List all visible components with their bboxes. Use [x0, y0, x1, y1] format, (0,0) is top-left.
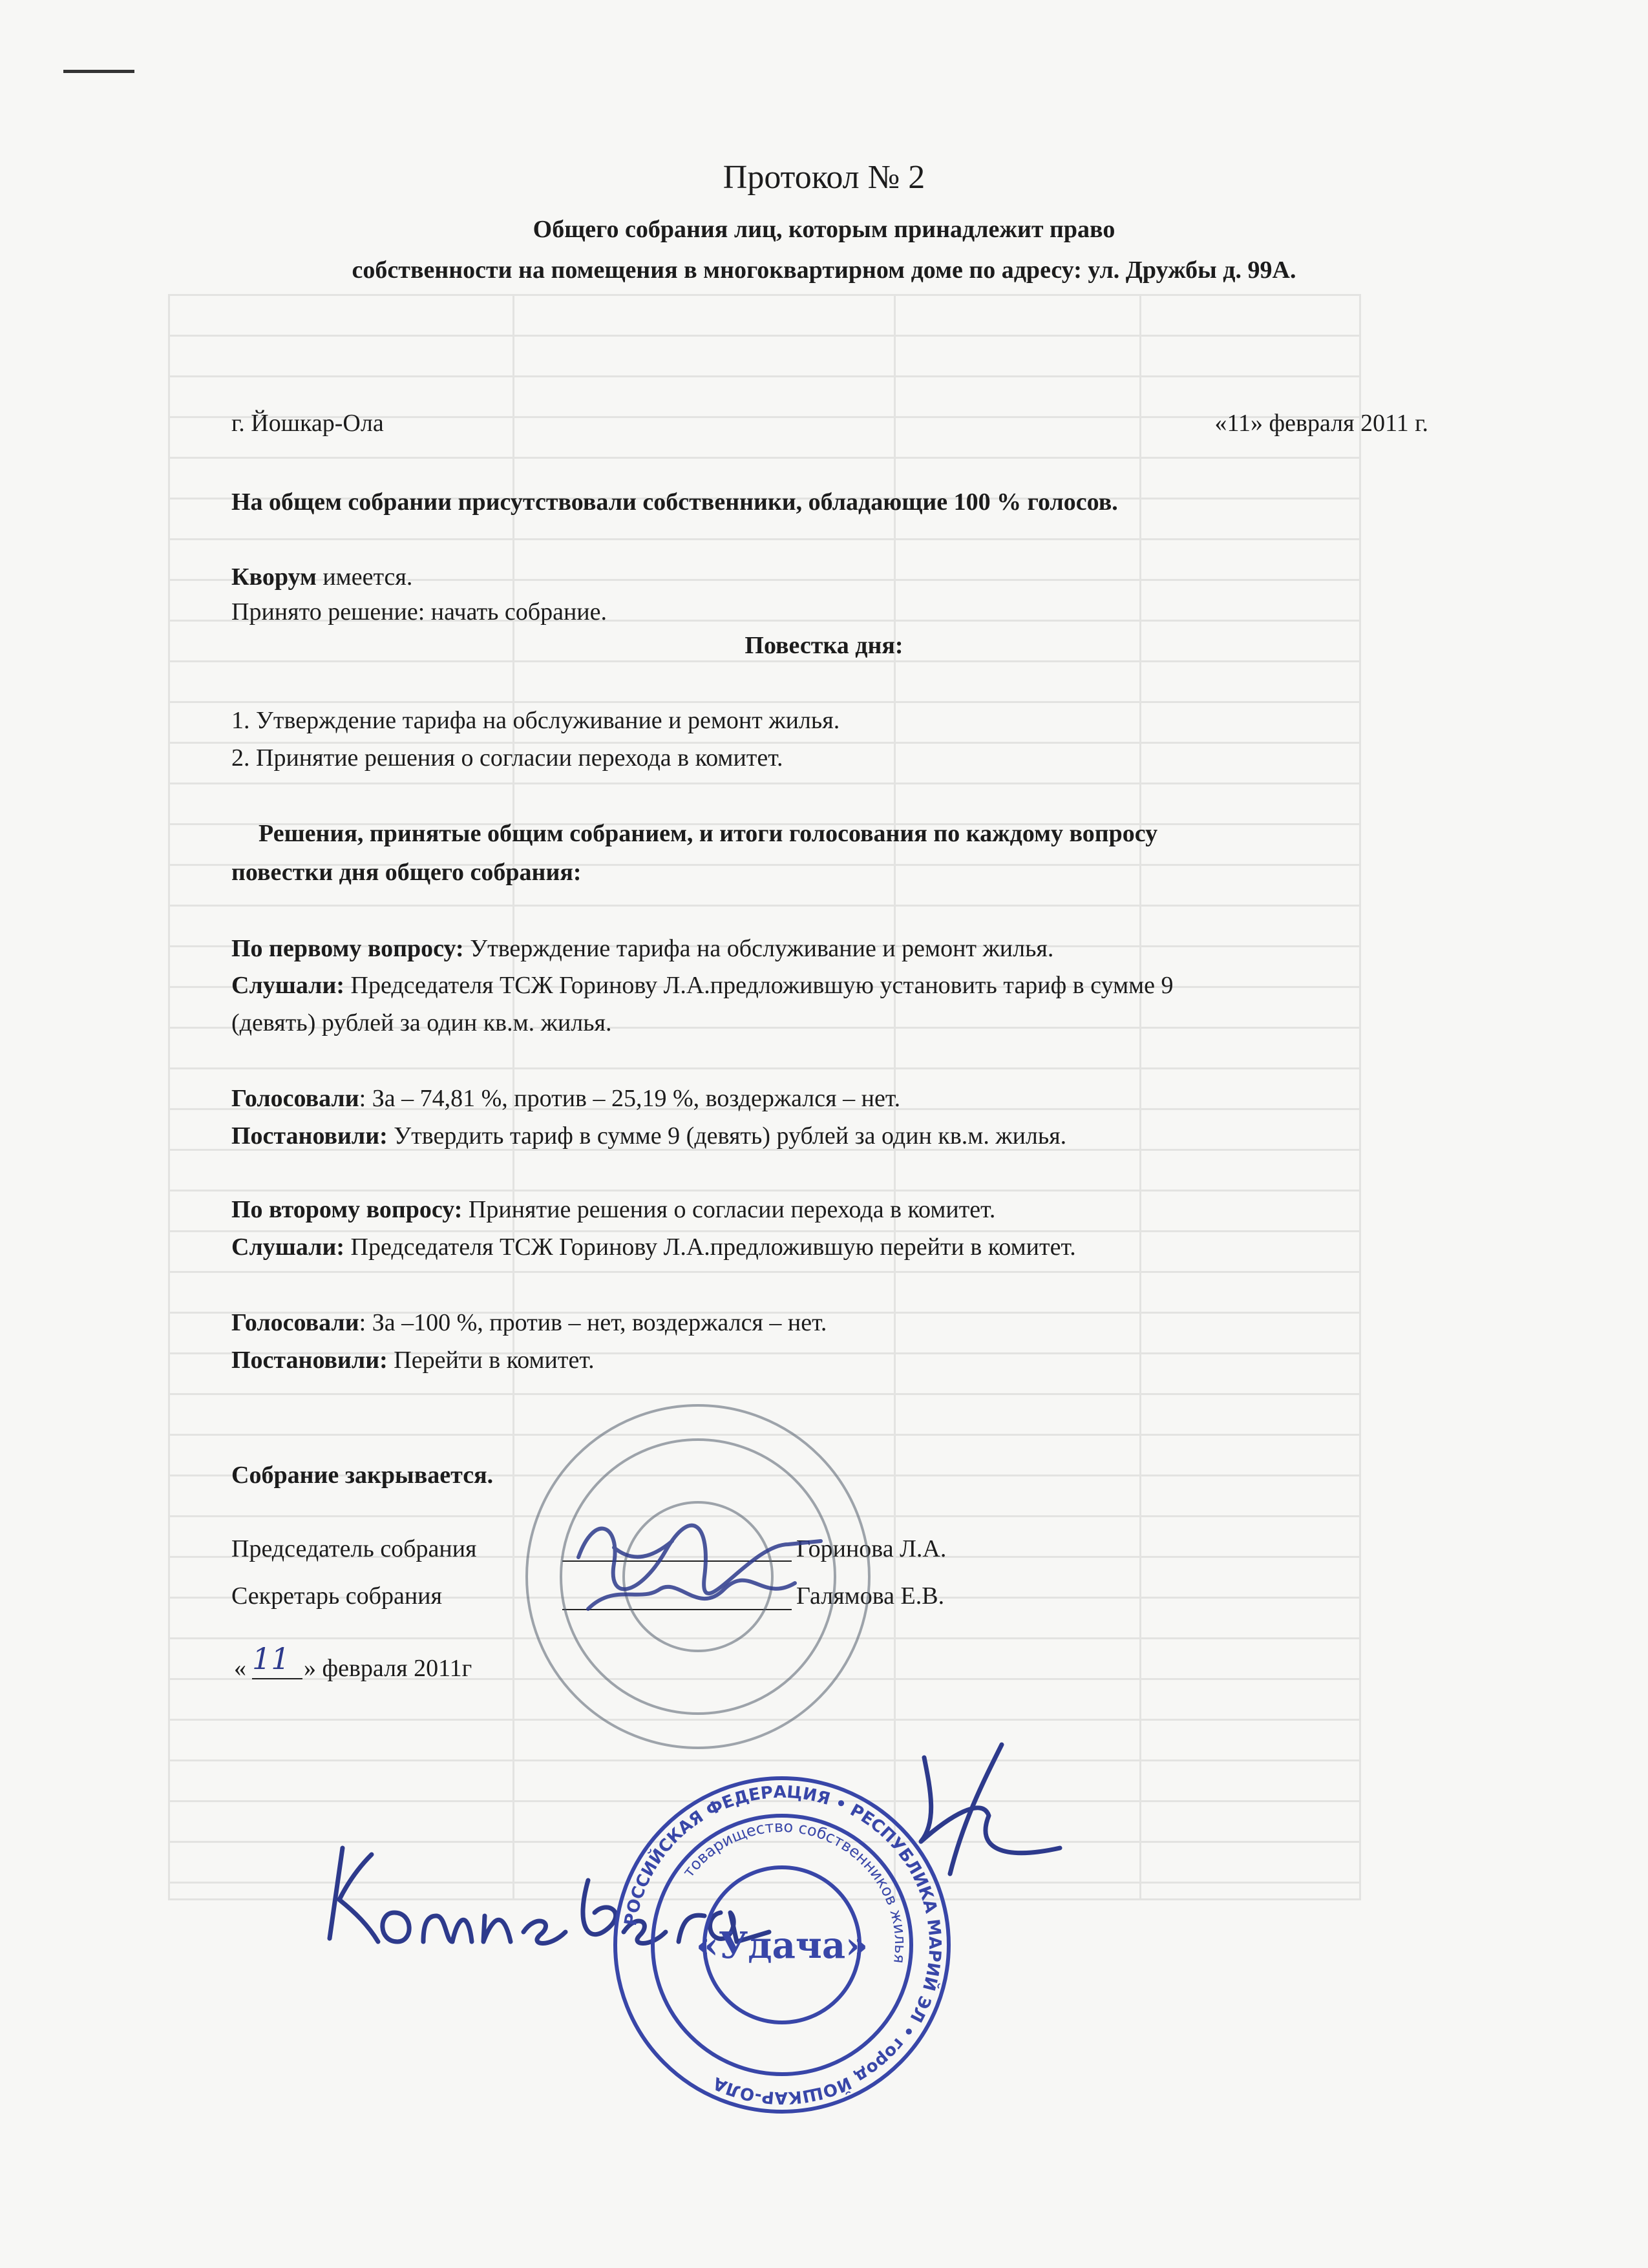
q1-resolved-label: Постановили:	[231, 1122, 388, 1150]
agenda-title: Повестка дня:	[745, 632, 903, 659]
q1-text: Утверждение тарифа на обслуживание и ремонт жилья.	[463, 935, 1054, 962]
place: г. Йошкар-Ола	[231, 410, 384, 437]
q2-resolved-label: Постановили:	[231, 1347, 388, 1374]
closing-statement: Собрание закрывается.	[231, 1462, 494, 1489]
quorum-label: Кворум	[231, 563, 317, 591]
q1-resolved	[231, 1120, 1066, 1152]
q1-resolved-text: Утвердить тариф в сумме 9 (девять) рублей за один кв.м. жилья.	[387, 1122, 1067, 1150]
decisions-heading-2: повестки дня общего собрания:	[231, 859, 582, 886]
q1-label: По первому вопросу:	[231, 935, 464, 962]
q2-voted-label: Голосовали	[231, 1309, 359, 1336]
document-title: Протокол № 2	[723, 159, 925, 196]
attendance-statement: На общем собрании присутствовали собственники, обладающие 100 % голосов.	[231, 488, 1118, 516]
q2-voted-text: : За –100 %, против – нет, воздержался – нет.	[359, 1309, 827, 1336]
q2-label: По второму вопросу:	[231, 1196, 463, 1223]
chair-name: Горинова Л.А.	[796, 1535, 947, 1562]
decisions-heading-1: Решения, принятые общим собранием, и итоги голосования по каждому вопросу	[259, 820, 1158, 847]
subtitle-line-1: Общего собрания лиц, которым принадлежит право	[533, 216, 1115, 243]
q2-text: Принятие решения о согласии перехода в комитет.	[462, 1196, 996, 1223]
q1-heard-continued: (девять) рублей за один кв.м. жилья.	[231, 1009, 612, 1036]
sign-date-close: » февраля 2011г	[304, 1655, 472, 1682]
subtitle-line-2: собственности на помещения в многоквартирном доме по адресу: ул. Дружбы д. 99А.	[352, 257, 1296, 284]
quorum-text: имеется.	[316, 563, 413, 591]
document-date: «11» февраля 2011 г.	[1214, 410, 1428, 437]
q1-heard-text: Председателя ТСЖ Горинову Л.А.предложившую установить тариф в сумме 9	[344, 972, 1174, 999]
q1-voted-text: : За – 74,81 %, против – 25,19 %, воздержался – нет.	[359, 1085, 901, 1112]
q2-statement	[231, 1193, 995, 1226]
upper-stamp-seal	[517, 1396, 879, 1758]
agenda-item-2: 2. Принятие решения о согласии перехода в комитет.	[231, 744, 783, 772]
sign-date-day: 11	[252, 1641, 290, 1676]
chair-signature-scribble	[578, 1526, 821, 1593]
q1-voted	[231, 1082, 900, 1115]
round-stamp-seal	[607, 1770, 956, 2119]
q2-voted	[231, 1307, 827, 1339]
secretary-name: Галямова Е.В.	[796, 1582, 945, 1610]
secretary-signature-scribble	[588, 1580, 795, 1609]
sign-date-open: «	[234, 1655, 246, 1682]
q1-heard	[231, 969, 1174, 1002]
q2-resolved	[231, 1344, 595, 1376]
stamp-outer-text: РОССИЙСКАЯ ФЕДЕРАЦИЯ • РЕСПУБЛИКА МАРИЙ ЭЛ • город ЙОШКАР-ОЛА	[620, 1782, 945, 2108]
q2-heard	[231, 1231, 1076, 1263]
sign-date-blank	[252, 1678, 302, 1679]
chair-label: Председатель собрания	[231, 1535, 477, 1562]
agenda-item-1: 1. Утверждение тарифа на обслуживание и ремонт жилья.	[231, 707, 840, 734]
secretary-label: Секретарь собрания	[231, 1582, 442, 1610]
q1-statement	[231, 932, 1053, 965]
q2-resolved-text: Перейти в комитет.	[387, 1347, 595, 1374]
q2-heard-label: Слушали:	[231, 1234, 345, 1261]
q2-heard-text: Председателя ТСЖ Горинову Л.А.предложившую перейти в комитет.	[344, 1234, 1076, 1261]
q1-heard-label: Слушали:	[231, 972, 345, 999]
stamp-center-text: «Удача»	[695, 1924, 869, 1967]
stamp-inner-text: товарищество собственников жилья	[679, 1817, 910, 1965]
quorum-statement	[231, 561, 412, 593]
decision-start: Принято решение: начать собрание.	[231, 598, 607, 625]
scan-mark	[63, 70, 134, 73]
q1-voted-label: Голосовали	[231, 1085, 359, 1112]
